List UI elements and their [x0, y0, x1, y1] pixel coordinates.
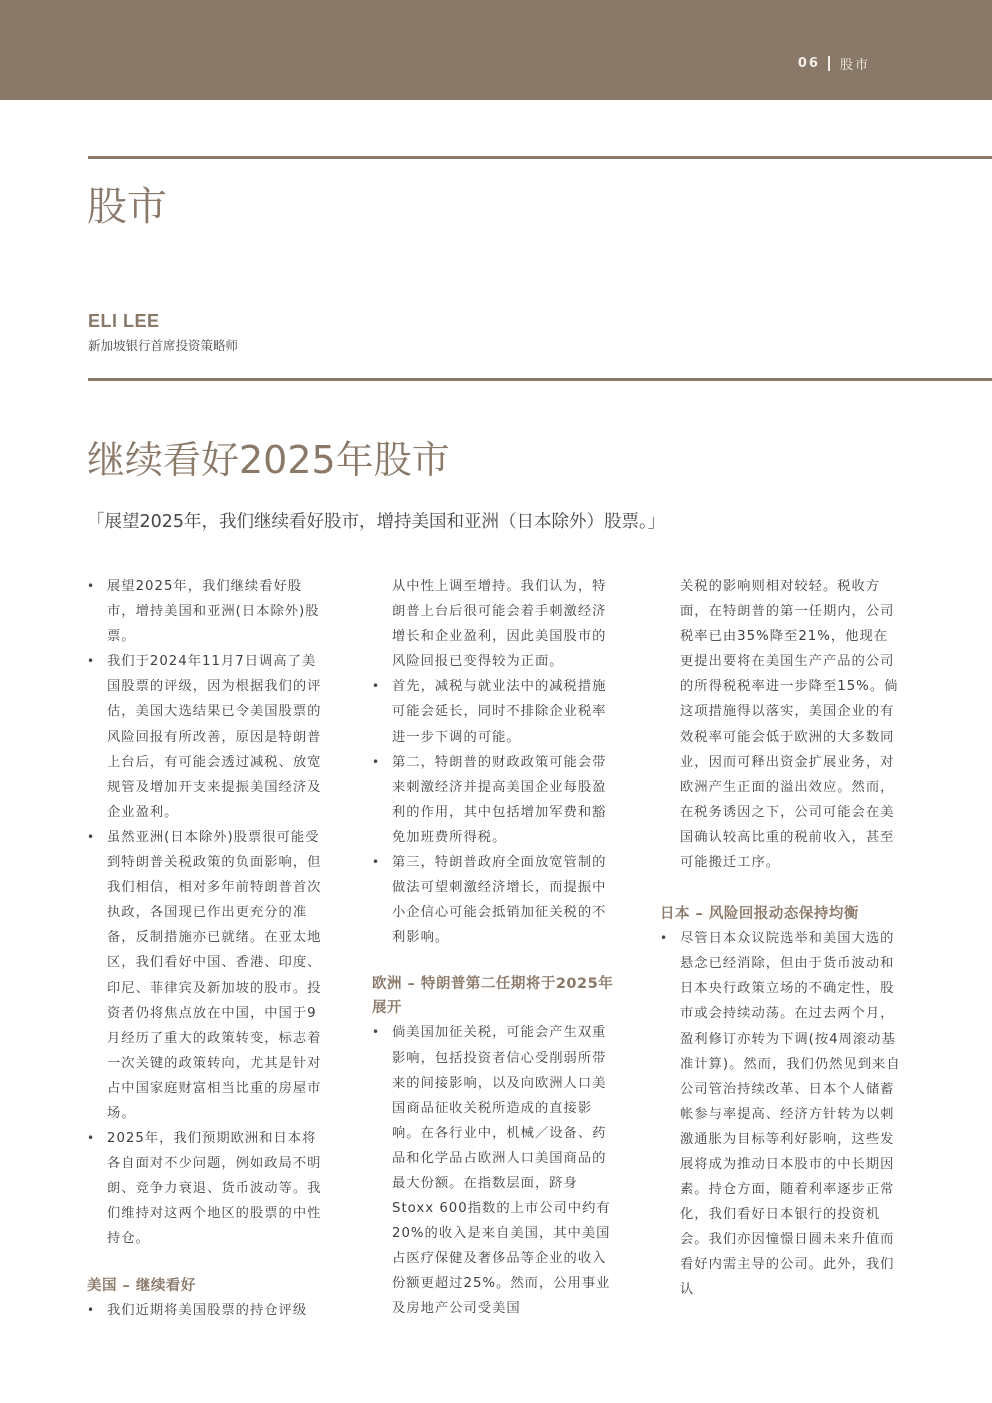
bullet-icon: • [87, 1131, 96, 1146]
list-item [372, 850, 614, 950]
header-bar [0, 0, 992, 100]
divider-top [88, 156, 992, 159]
bullet-icon: • [372, 1025, 381, 1040]
list-item [87, 574, 329, 649]
bullet-icon: • [87, 829, 96, 844]
list-item-text: 展望2025年，我们继续看好股市，增持美国和亚洲(日本除外)股票。 [107, 579, 320, 645]
list-item [372, 1020, 614, 1321]
list-item [87, 825, 329, 1126]
divider-bottom [88, 378, 992, 381]
bullet-icon: • [87, 654, 96, 669]
bullet-list [372, 674, 614, 950]
list-item [372, 750, 614, 850]
us-heading: 美国 – 继续看好 [87, 1277, 196, 1294]
page-tag [798, 54, 870, 73]
page-number: 06 [797, 56, 820, 71]
bullet-list [372, 1020, 614, 1321]
bullet-icon: • [372, 679, 381, 694]
bullet-icon: • [372, 754, 381, 769]
list-item-text: 尽管日本众议院选举和美国大选的悬念已经消除，但由于货币波动和日本央行政策立场的不确定性，股市或会持续动荡。在过去两个月，盈利修订亦转为下调(按4周滚动基准计算)。然而，我们仍然见到来自公司管治持续改革、日本个人储蓄帐参与率提高、经济方针转为以刺激通胀为目标等利好影响，这些发展将成为推动日本股市的中长期因素。持仓方面，随着利率逐步正常化，我们看好日本银行的投资机会。我们亦因憧憬日圆未来升值而看好内需主导的公司。此外，我们认 [680, 931, 901, 1298]
list-item-text: 我们于2024年11月7日调高了美国股票的评级，因为根据我们的评估，美国大选结果已令美国股票的风险回报有所改善，原因是特朗普上台后，有可能会透过减税、放宽规管及增加开支来提振美国经济及企业盈利。 [107, 654, 322, 820]
bullet-list [87, 1298, 329, 1323]
list-item [87, 1298, 329, 1323]
author-name: ELI LEE [88, 311, 160, 331]
list-item [372, 674, 614, 749]
pull-quote: 「展望2025年，我们继续看好股市，增持美国和亚洲（日本除外）股票。」 [87, 512, 666, 532]
separator [828, 56, 830, 71]
list-item [87, 649, 329, 825]
europe-heading: 欧洲 – 特朗普第二任期将于2025年展开 [372, 976, 614, 1017]
list-item-text: 倘美国加征关税，可能会产生双重影响，包括投资者信心受削弱所带来的间接影响，以及向欧洲人口美国商品征收关税所造成的直接影响。在各行业中，机械／设备、药品和化学品占欧洲人口美国商品的最大份额。在指数层面，跻身Stoxx 600指数的上市公司中约有20%的收入是来自美国，其中美国占医疗保健及奢侈品等企业的收入份额更超过25%。然而，公用事业及房地产公司受美国 [392, 1025, 611, 1317]
list-item-text: 2025年，我们预期欧洲和日本将各自面对不少问题，例如政局不明朗、竞争力衰退、货币波动等。我们维持对这两个地区的股票的中性持仓。 [107, 1131, 322, 1247]
column-2 [372, 574, 614, 1322]
bullet-icon: • [87, 579, 96, 593]
column-1 [87, 574, 329, 1323]
continued-text: 关税的影响则相对较轻。税收方面，在特朗普的第一任期内，公司税率已由35%降至21%，他现在更提出要将在美国生产产品的公司的所得税税率进一步降至15%。倘这项措施得以落实，美国企业的有效税率可能会低于欧洲的大多数同业，因而可释出资金扩展业务，对欧洲产生正面的溢出效应。然而，在税务诱因之下，公司可能会在美国确认较高比重的税前收入，甚至可能搬迁工序。 [680, 579, 899, 871]
bullet-list [660, 926, 902, 1302]
headline: 继续看好2025年股市 [87, 438, 450, 482]
list-item-text: 首先，减税与就业法中的减税措施可能会延长，同时不排除企业税率进一步下调的可能。 [392, 679, 607, 745]
section-title: 股市 [87, 184, 167, 230]
japan-heading: 日本 – 风险回报动态保持均衡 [660, 906, 859, 923]
list-item-text: 第三，特朗普政府全面放宽管制的做法可望刺激经济增长，而提振中小企信心可能会抵销加征关税的不利影响。 [392, 855, 607, 946]
list-item [660, 926, 902, 1302]
bullet-icon: • [87, 1302, 96, 1317]
continued-text: 从中性上调至增持。我们认为，特朗普上台后很可能会着手刺激经济增长和企业盈利，因此美国股市的风险回报已变得较为正面。 [392, 579, 607, 670]
list-item-text: 第二，特朗普的财政政策可能会带来刺激经济并提高美国企业每股盈利的作用，其中包括增加军费和豁免加班费所得税。 [392, 754, 607, 845]
header-section: 股市 [839, 58, 870, 73]
bullet-list [87, 574, 329, 1252]
bullet-icon: • [372, 855, 381, 870]
list-item [87, 1126, 329, 1251]
list-item-text: 虽然亚洲(日本除外)股票很可能受到特朗普关税政策的负面影响，但我们相信，相对多年前特朗普首次执政，各国现已作出更充分的准备，反制措施亦已就绪。在亚太地区，我们看好中国、香港、印度、印尼、菲律宾及新加坡的股市。投资者仍将焦点放在中国，中国于9月经历了重大的政策转变，标志着一次关键的政策转向，尤其是针对占中国家庭财富相当比重的房屋市场。 [107, 829, 322, 1121]
author-title: 新加坡银行首席投资策略师 [88, 338, 239, 353]
list-item-text: 我们近期将美国股票的持仓评级 [107, 1302, 308, 1318]
column-3 [660, 574, 902, 1303]
bullet-icon: • [660, 931, 669, 946]
